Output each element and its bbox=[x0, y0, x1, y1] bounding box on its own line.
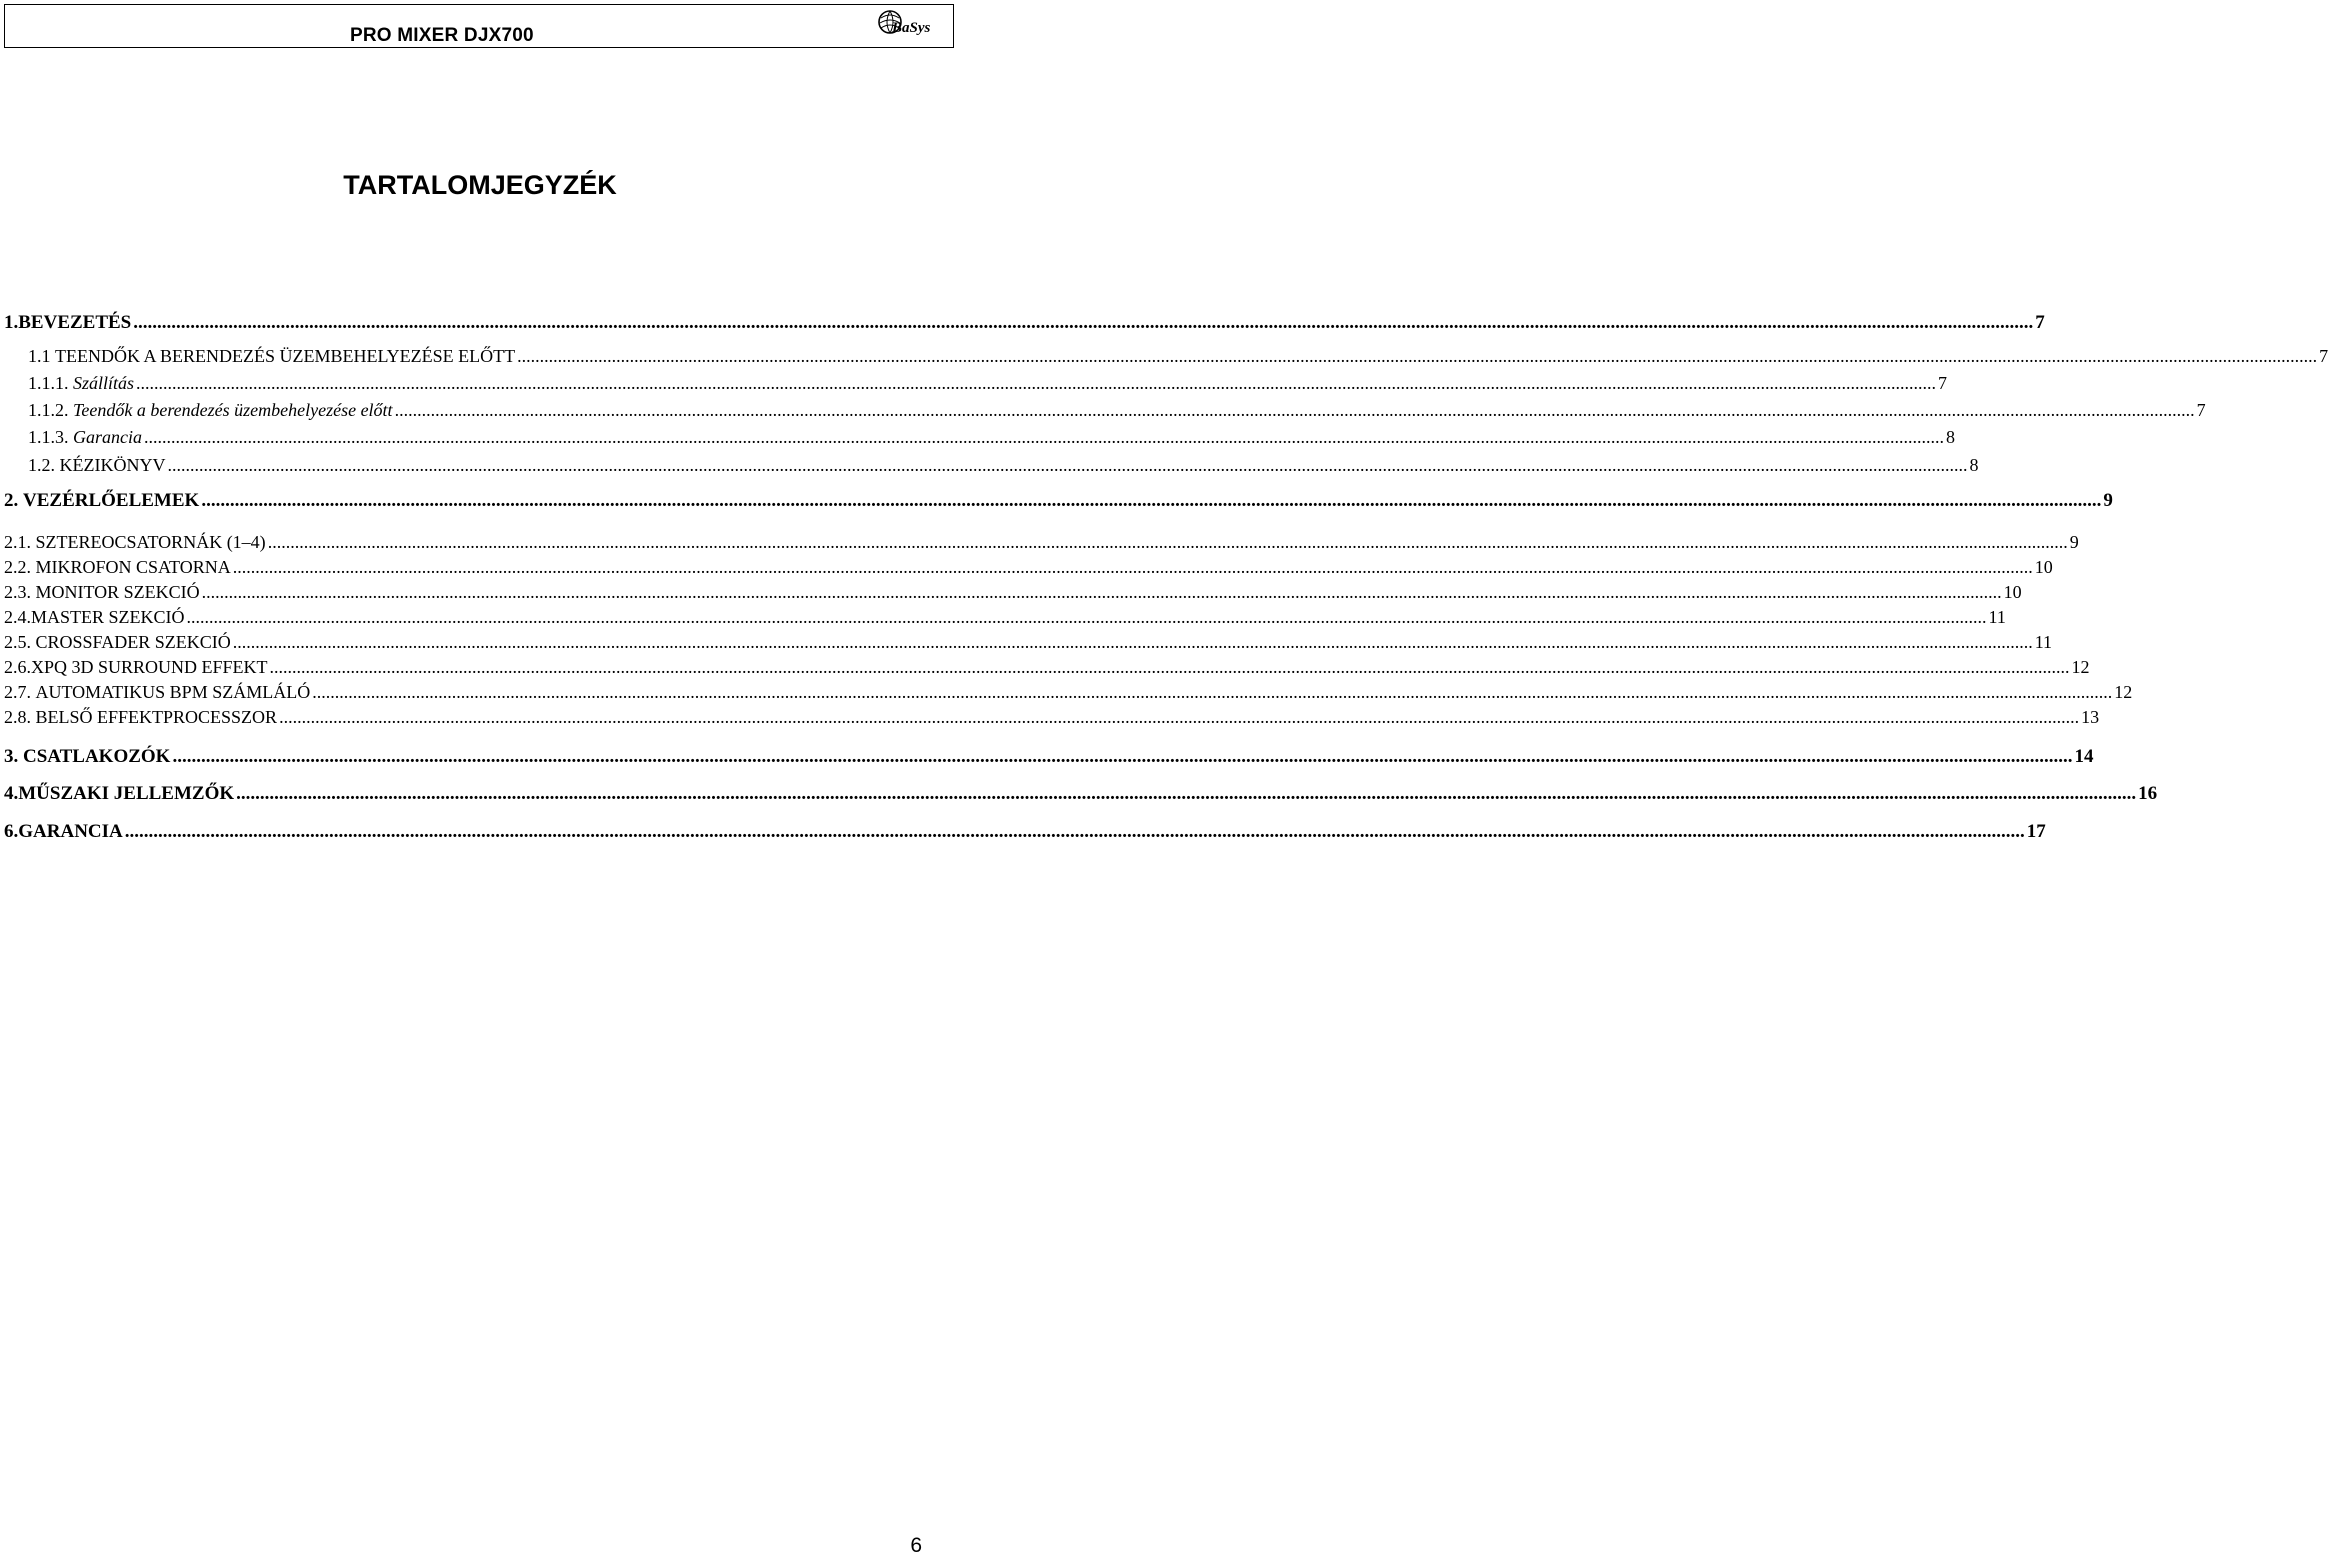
toc-entry-number: 2.8. bbox=[4, 707, 31, 727]
toc-entry-number: 6. bbox=[4, 821, 19, 842]
toc-entry-title: TEENDŐK A BERENDEZÉS ÜZEMBEHELYEZÉSE ELŐTT bbox=[55, 346, 516, 366]
toc-entry-page: 17 bbox=[2026, 821, 2046, 842]
toc-entry[interactable] bbox=[4, 682, 2133, 703]
toc-leader-dots: ................................................................................................................................................................................................................................................................................................................................................................................................................ bbox=[186, 607, 1987, 627]
toc-entry[interactable] bbox=[4, 783, 2158, 805]
toc-entry-page: 7 bbox=[2035, 312, 2045, 333]
toc-entry[interactable] bbox=[4, 632, 2053, 653]
document-title: PRO MIXER DJX700 bbox=[350, 25, 534, 46]
toc-entry-number: 2.6. bbox=[4, 657, 31, 677]
toc-entry[interactable] bbox=[4, 557, 2053, 578]
toc-entry-title: MASTER SZEKCIÓ bbox=[31, 607, 185, 627]
toc-entry-page: 7 bbox=[1938, 373, 1948, 393]
toc-entry-page: 10 bbox=[2003, 582, 2022, 602]
toc-entry-title: KÉZIKÖNYV bbox=[59, 455, 166, 475]
logo-text: BaSys bbox=[892, 20, 931, 36]
toc-entry-page: 12 bbox=[2114, 682, 2133, 702]
toc-entry-page: 9 bbox=[2103, 490, 2113, 511]
toc-entry-title: Szállítás bbox=[73, 373, 135, 393]
toc-entry-number: 2.3. bbox=[4, 582, 31, 602]
toc-entry-title: XPQ 3D SURROUND EFFEKT bbox=[31, 657, 268, 677]
toc-entry[interactable] bbox=[4, 490, 2113, 512]
toc-entry[interactable] bbox=[4, 400, 2206, 421]
toc-entry[interactable] bbox=[4, 312, 2045, 334]
toc-entry-page: 10 bbox=[2034, 557, 2053, 577]
toc-entry[interactable] bbox=[4, 821, 2046, 843]
toc-entry-number: 1. bbox=[4, 312, 19, 333]
page-number: 6 bbox=[910, 1534, 922, 1557]
toc-entry[interactable] bbox=[4, 373, 1948, 394]
toc-leader-dots: ................................................................................................................................................................................................................................................................................................................................................................................................................ bbox=[236, 783, 2137, 804]
toc-entry-page: 11 bbox=[1988, 607, 2006, 627]
toc-entry[interactable] bbox=[4, 657, 2090, 678]
toc-heading: TARTALOMJEGYZÉK bbox=[343, 170, 617, 200]
toc-entry[interactable] bbox=[4, 427, 1955, 448]
toc-entry-number: 2. bbox=[4, 490, 19, 511]
toc-leader-dots: ................................................................................................................................................................................................................................................................................................................................................................................................................ bbox=[269, 657, 2070, 677]
toc-entry[interactable] bbox=[4, 532, 2079, 553]
toc-leader-dots: ................................................................................................................................................................................................................................................................................................................................................................................................................ bbox=[136, 373, 1937, 393]
toc-entry-number: 3. bbox=[4, 746, 19, 767]
toc-entry-title: SZTEREOCSATORNÁK (1–4) bbox=[35, 532, 266, 552]
toc-leader-dots: ................................................................................................................................................................................................................................................................................................................................................................................................................ bbox=[201, 490, 2102, 511]
toc-entry-number: 2.7. bbox=[4, 682, 31, 702]
toc-entry-page: 9 bbox=[2069, 532, 2079, 552]
toc-leader-dots: ................................................................................................................................................................................................................................................................................................................................................................................................................ bbox=[517, 346, 2318, 366]
toc-entry-title: MIKROFON CSATORNA bbox=[35, 557, 231, 577]
toc-entry-title: Garancia bbox=[73, 427, 142, 447]
toc-entry-number: 2.2. bbox=[4, 557, 31, 577]
basys-logo bbox=[876, 8, 942, 40]
toc-entry-title: MŰSZAKI JELLEMZŐK bbox=[18, 783, 235, 804]
toc-entry-title: CSATLAKOZÓK bbox=[23, 746, 171, 767]
toc-entry-title: MONITOR SZEKCIÓ bbox=[35, 582, 200, 602]
toc-leader-dots: ................................................................................................................................................................................................................................................................................................................................................................................................................ bbox=[167, 455, 1968, 475]
toc-entry-number: 1.2. bbox=[28, 455, 55, 475]
toc-entry-page: 13 bbox=[2081, 707, 2100, 727]
toc-entry[interactable] bbox=[4, 707, 2100, 728]
toc-leader-dots: ................................................................................................................................................................................................................................................................................................................................................................................................................ bbox=[279, 707, 2080, 727]
toc-entry-number: 2.1. bbox=[4, 532, 31, 552]
toc-leader-dots: ................................................................................................................................................................................................................................................................................................................................................................................................................ bbox=[133, 312, 2034, 333]
toc-entry-title: AUTOMATIKUS BPM SZÁMLÁLÓ bbox=[35, 682, 311, 702]
toc-leader-dots: ................................................................................................................................................................................................................................................................................................................................................................................................................ bbox=[124, 821, 2025, 842]
toc-entry-number: 2.5. bbox=[4, 632, 31, 652]
toc-entry[interactable] bbox=[4, 455, 1979, 476]
toc-entry-page: 12 bbox=[2071, 657, 2090, 677]
toc-entry-title: Teendők a berendezés üzembehelyezése előtt bbox=[73, 400, 393, 420]
toc-entry[interactable] bbox=[4, 746, 2094, 768]
toc-leader-dots: ................................................................................................................................................................................................................................................................................................................................................................................................................ bbox=[394, 400, 2195, 420]
toc-entry-page: 7 bbox=[2319, 346, 2328, 366]
toc-entry-number: 1.1.2. bbox=[28, 400, 69, 420]
toc-entry-number: 1.1.1. bbox=[28, 373, 69, 393]
toc-entry-page: 14 bbox=[2074, 746, 2094, 767]
toc-entry[interactable] bbox=[4, 582, 2022, 603]
toc-entry-title: BEVEZETÉS bbox=[18, 312, 132, 333]
toc-entry-page: 7 bbox=[2196, 400, 2206, 420]
toc-entry[interactable] bbox=[4, 607, 2006, 628]
toc-entry-title: BELSŐ EFFEKTPROCESSZOR bbox=[35, 707, 278, 727]
toc-leader-dots: ................................................................................................................................................................................................................................................................................................................................................................................................................ bbox=[232, 632, 2033, 652]
toc-leader-dots: ................................................................................................................................................................................................................................................................................................................................................................................................................ bbox=[232, 557, 2033, 577]
toc-leader-dots: ................................................................................................................................................................................................................................................................................................................................................................................................................ bbox=[312, 682, 2113, 702]
toc-entry-page: 16 bbox=[2138, 783, 2158, 804]
toc-entry-page: 8 bbox=[1969, 455, 1979, 475]
toc-entry-number: 1.1 bbox=[28, 346, 51, 366]
toc-leader-dots: ................................................................................................................................................................................................................................................................................................................................................................................................................ bbox=[172, 746, 2073, 767]
toc-entry-title: CROSSFADER SZEKCIÓ bbox=[35, 632, 231, 652]
toc-entry-title: VEZÉRLŐELEMEK bbox=[23, 490, 200, 511]
toc-entry-number: 2.4. bbox=[4, 607, 31, 627]
toc-entry-number: 4. bbox=[4, 783, 19, 804]
toc-leader-dots: ................................................................................................................................................................................................................................................................................................................................................................................................................ bbox=[201, 582, 2002, 602]
toc-entry-page: 11 bbox=[2034, 632, 2053, 652]
toc-entry-title: GARANCIA bbox=[18, 821, 123, 842]
toc-entry-number: 1.1.3. bbox=[28, 427, 69, 447]
toc-entry-page: 8 bbox=[1946, 427, 1955, 447]
toc-leader-dots: ................................................................................................................................................................................................................................................................................................................................................................................................................ bbox=[144, 427, 1944, 447]
toc-leader-dots: ................................................................................................................................................................................................................................................................................................................................................................................................................ bbox=[267, 532, 2068, 552]
toc-entry[interactable] bbox=[4, 346, 2328, 367]
